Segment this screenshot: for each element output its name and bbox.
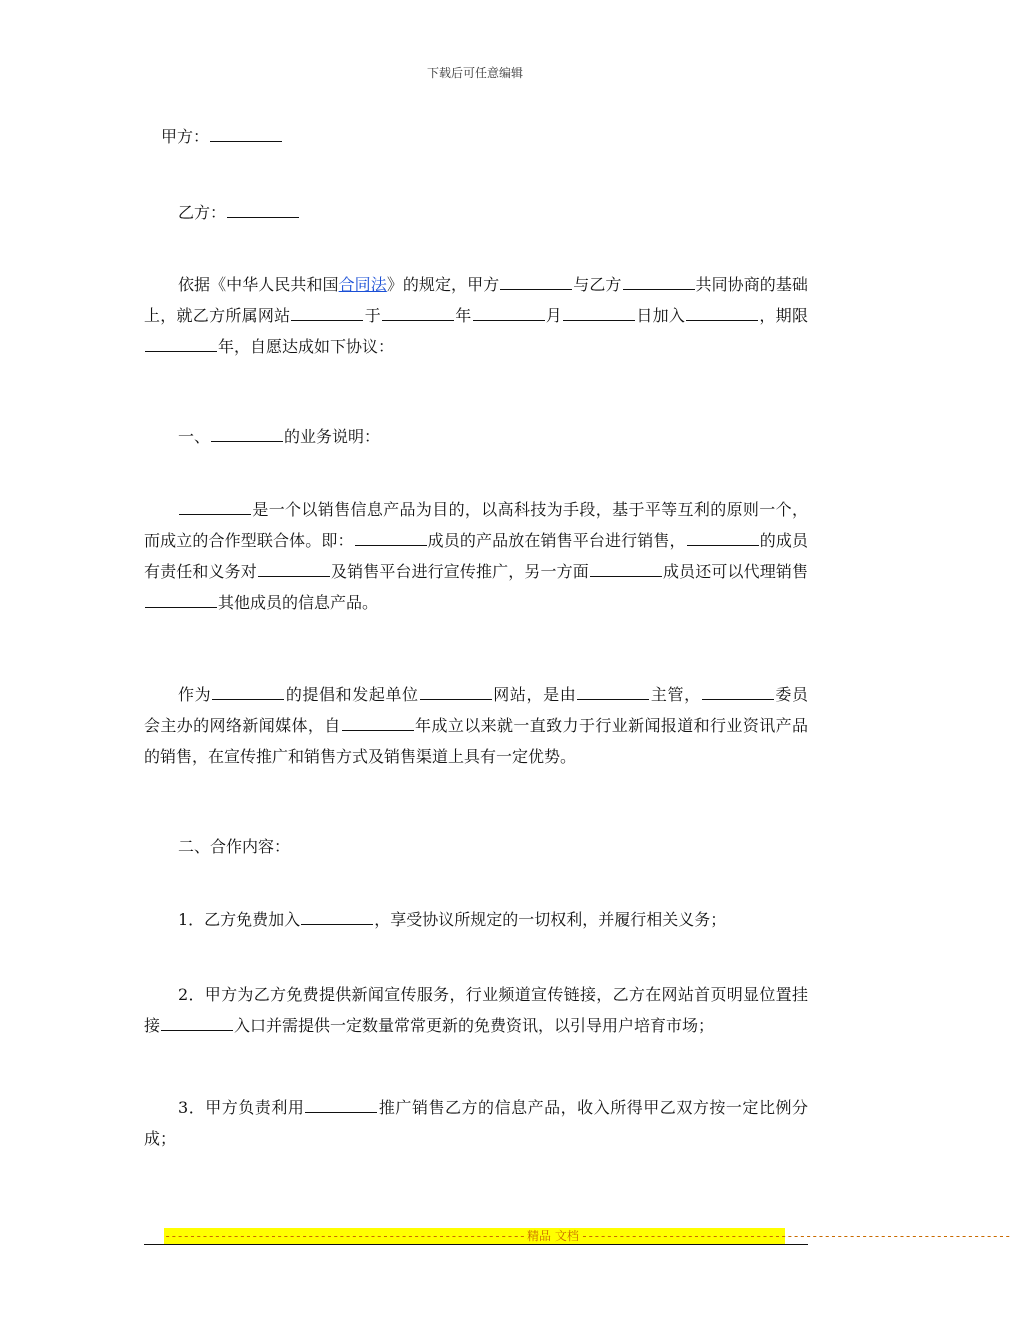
blank-field [590,575,662,577]
paragraph-text: 作为 [178,685,212,704]
footer-dash-fill: ---------------------------------------------------------- [164,1229,526,1243]
blank-field [305,1111,377,1113]
paragraph-text: 及销售平台进行宣传推广，另一方面 [330,562,589,581]
section2-item-2 [144,979,808,1041]
party-a-line [161,121,825,152]
paragraph-text: 的成员有责任和义务对 [144,531,808,581]
section1-heading-prefix: 一、 [178,427,211,446]
party-b-blank [227,216,299,218]
paragraph-text: 主管， [650,685,701,704]
blank-field [563,319,635,321]
party-a-blank [210,140,282,142]
intro-text: 年，自愿达成如下协议： [218,337,395,356]
paragraph-text: 其他成员的信息产品。 [218,593,379,612]
section2-item-3 [144,1092,808,1154]
intro-text: 于 [364,306,381,325]
blank-field [500,288,572,290]
section1-heading [144,421,808,452]
page-header-note: 下载后可任意编辑 [426,66,523,80]
item-text: 2．甲方为乙方免费提供新闻宣传服务，行业频道宣传链接，乙方在网站首页明显位置挂接 [144,985,808,1035]
intro-text: 与乙方 [573,275,622,294]
blank-field [212,698,284,700]
intro-text: 月 [545,306,563,325]
blank-field [355,544,427,546]
blank-field [420,698,492,700]
footer-brand: 精品 文档 [527,1229,579,1243]
section1-heading-suffix: 的业务说明： [284,427,381,446]
paragraph-text: 委员会主办的网络新闻媒体，自 [144,685,808,735]
intro-text: 共同协商的基础上，就乙方所属网站 [144,275,808,325]
blank-field [145,350,217,352]
footer-dash-fill: --------------------------------------------------------------------- [580,1229,1010,1243]
blank-field [687,544,759,546]
paragraph-text: 年成立以来就一直致力于行业新闻报道和行业资讯产品的销售，在宣传推广和销售方式及销售渠道上具有一定优势。 [144,716,808,766]
paragraph-text: 的提倡和发起单位 [285,685,419,704]
paragraph-text: 网站，是由 [492,685,577,704]
blank-field [258,575,330,577]
item-text: 1．乙方免费加入 [178,910,301,929]
contract-law-link[interactable]: 合同法 [338,275,387,294]
item-text: 入口并需提供一定数量常常更新的免费资讯，以引导用户培育市场； [234,1016,715,1035]
section1-paragraph-1 [144,494,808,618]
item-text: 推广销售乙方的信息产品，收入所得甲乙双方按一定比例分成； [144,1098,808,1148]
blank-field [291,319,363,321]
blank-field [145,606,217,608]
paragraph-text: 成员的产品放在销售平台进行销售， [427,531,686,550]
intro-paragraph [144,269,808,362]
blank-field [623,288,695,290]
intro-text: 年 [454,306,472,325]
footer-highlight-band [164,1228,1010,1244]
party-b-line [178,197,842,228]
blank-field [342,729,414,731]
item-text: ，享受协议所规定的一切权利，并履行相关义务； [374,910,727,929]
blank-field [382,319,454,321]
section2-heading: 二、合作内容： [178,837,291,856]
paragraph-text: 是一个以销售信息产品为目的，以高科技为手段，基于平等互利的原则一个，而成立的合作型联合体。即： [144,500,808,550]
blank-field [161,1029,233,1031]
blank-field [577,698,649,700]
footer-rule [144,1244,808,1245]
party-a-label: 甲方： [161,127,210,146]
section2-item-1 [144,904,808,935]
intro-text: 》的规定，甲方 [386,275,500,294]
blank-field [702,698,774,700]
intro-text: 依据《中华人民共和国 [178,275,339,294]
item-text: 3．甲方负责利用 [178,1098,305,1117]
blank-field [211,440,283,442]
intro-text: ，期限 [759,306,808,325]
blank-field [686,319,758,321]
blank-field [473,319,545,321]
section1-paragraph-2 [144,679,808,772]
paragraph-text: 成员还可以代理销售 [662,562,808,581]
blank-field [179,513,251,515]
blank-field [301,923,373,925]
intro-text: 日加入 [636,306,686,325]
party-b-label: 乙方： [178,203,227,222]
